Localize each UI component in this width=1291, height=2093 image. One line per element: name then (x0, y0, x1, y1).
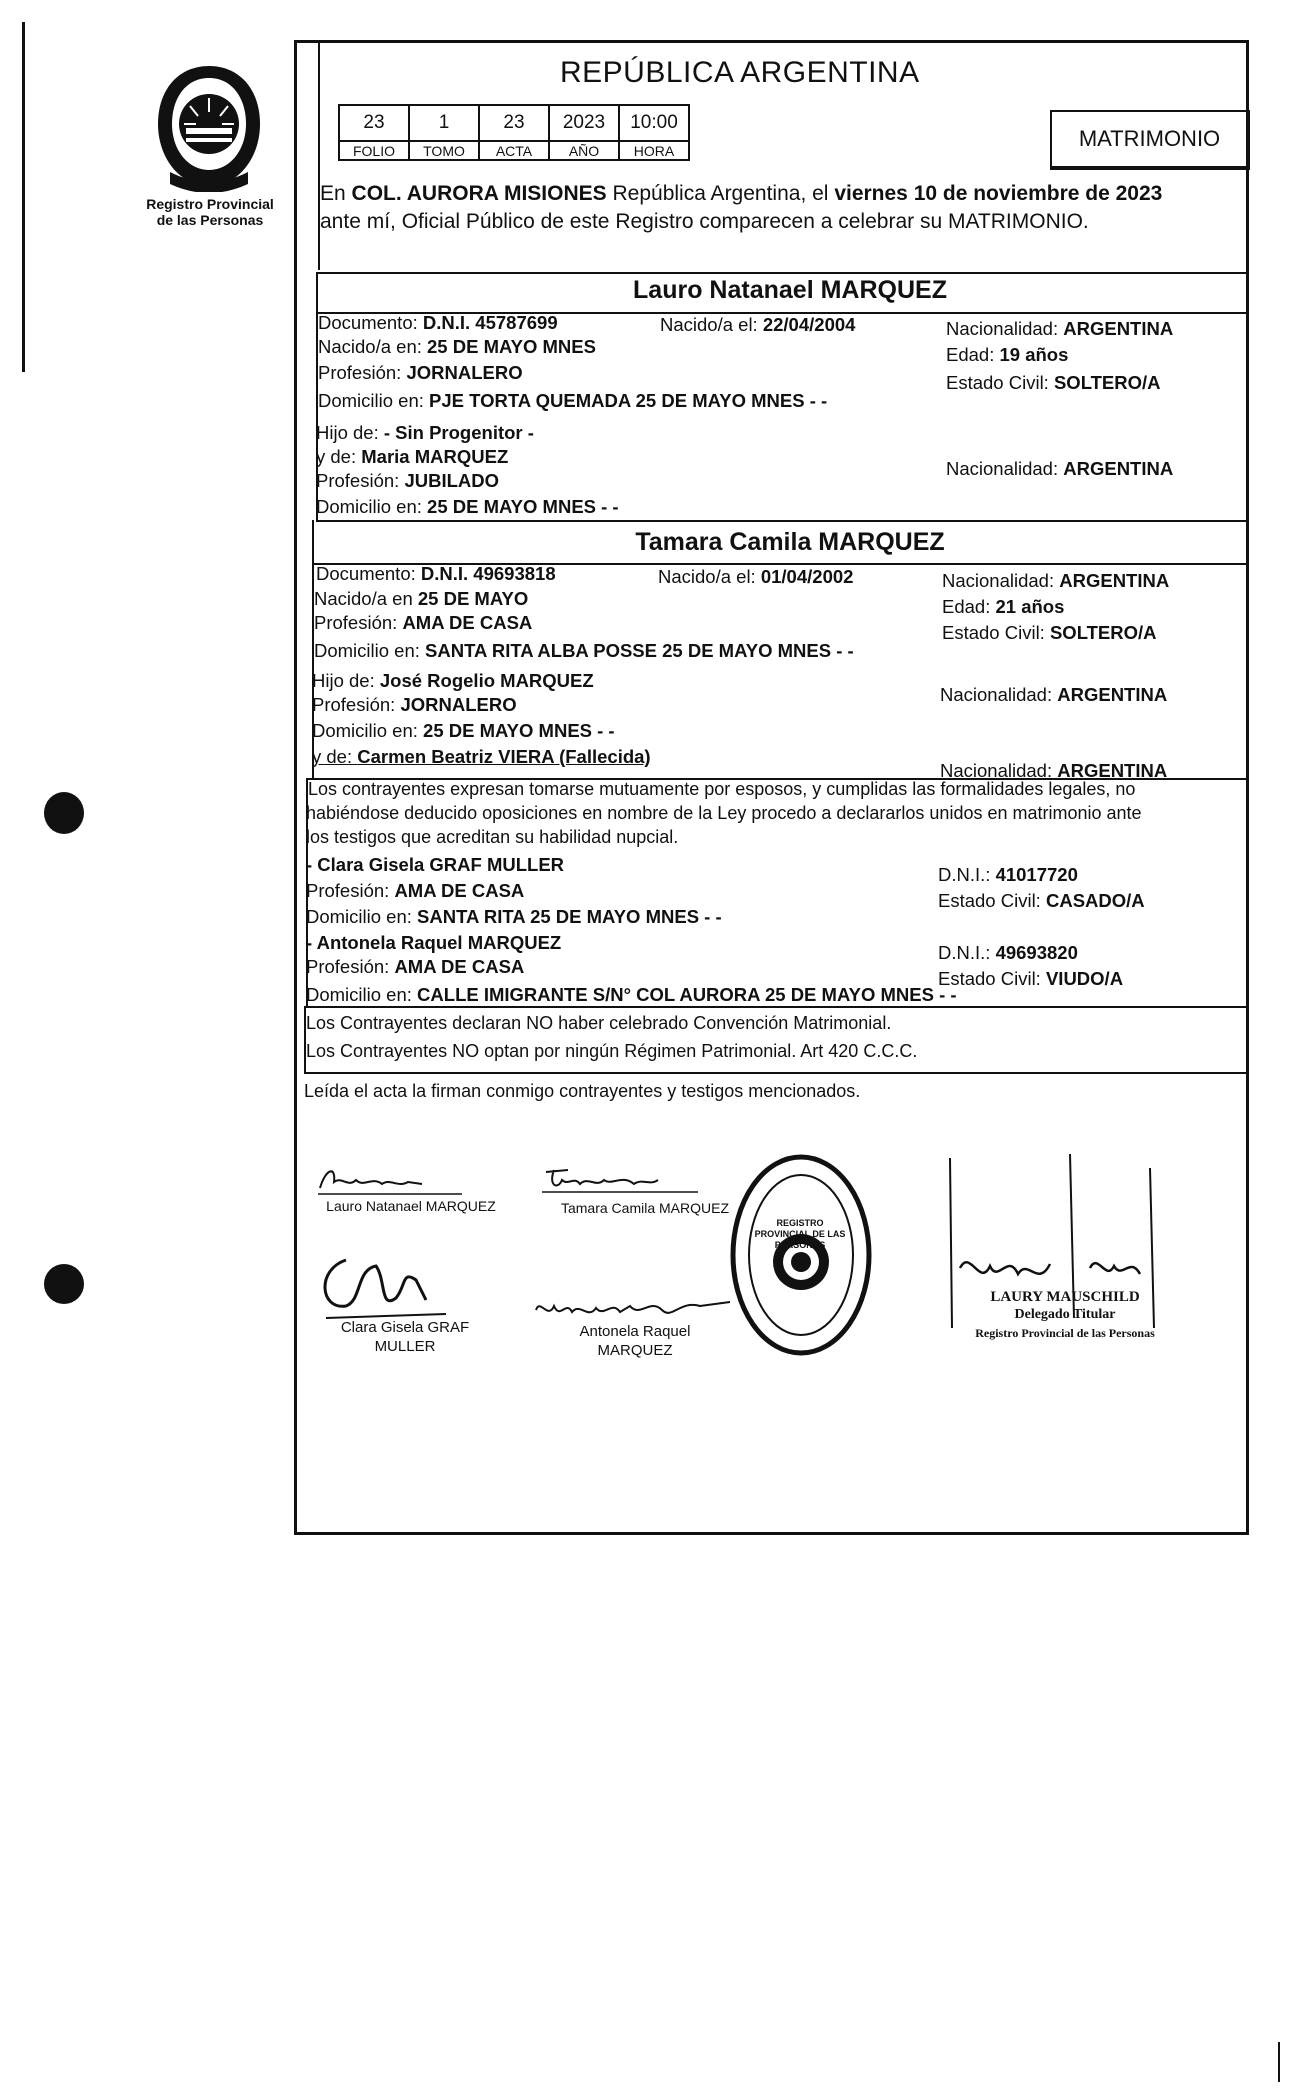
registry-caption-line2: de las Personas (156, 212, 264, 228)
groom-parent2-nat-label: Nacionalidad: (946, 458, 1064, 479)
witness2-name (306, 932, 561, 954)
bride-civil-label: Estado Civil: (942, 622, 1050, 643)
bride-signature-label: Tamara Camila MARQUEZ (560, 1200, 730, 1216)
witness1-sig-line2: MULLER (374, 1338, 436, 1355)
bride-parent1-nat-label: Nacionalidad: (940, 684, 1058, 705)
acta-value: 23 (479, 105, 549, 141)
registry-caption (120, 196, 300, 228)
bride-nat-value: ARGENTINA (1059, 570, 1170, 591)
bride-parent1-address (312, 720, 615, 742)
bride-addr-value: SANTA RITA ALBA POSSE 25 DE MAYO MNES - - (425, 640, 854, 661)
witness1-signature-icon (306, 1240, 456, 1328)
hora-label: HORA (619, 141, 689, 160)
groom-birthplace-value: 25 DE MAYO MNES (427, 336, 596, 357)
groom-parent2-prof-label: Profesión: (316, 470, 405, 491)
groom-parent2-address (316, 496, 619, 518)
groom-civil-label: Estado Civil: (946, 372, 1054, 393)
witness2-dni-label: D.N.I.: (938, 942, 996, 963)
groom-prof-value: JORNALERO (406, 362, 523, 383)
witness2-civil-value: VIUDO/A (1045, 968, 1124, 989)
groom-age (946, 344, 1068, 366)
witness1-dni (938, 864, 1078, 886)
stamp-text: REGISTRO PROVINCIAL DE LAS PERSONAS (754, 1218, 846, 1250)
groom-document (318, 312, 558, 334)
groom-signature-label: Lauro Natanael MARQUEZ (326, 1198, 496, 1214)
witness2-prof-value: AMA DE CASA (394, 956, 525, 977)
intro-paragraph (320, 180, 1250, 236)
registry-stamp-icon (726, 1150, 876, 1360)
bride-doc-label: Documento: (316, 563, 421, 584)
groom-birthplace-label: Nacido/a en: (318, 336, 428, 357)
groom-parent1-label: Hijo de: (316, 422, 384, 443)
bride-profession (314, 612, 532, 634)
bride-civil-value: SOLTERO/A (1049, 622, 1157, 643)
witness1-prof-value: AMA DE CASA (394, 880, 525, 901)
country-title: REPÚBLICA ARGENTINA (560, 56, 920, 89)
divider (316, 272, 1249, 274)
groom-parent2-profession (316, 470, 499, 492)
declaration-line2: habiéndose deducido oposiciones en nombre de la Ley procedo a declararlos unidos en matrimonio ante (306, 803, 1142, 823)
groom-profession (318, 362, 523, 384)
bride-born-value: 01/04/2002 (760, 566, 854, 587)
bride-civil-status (942, 622, 1157, 644)
convention-text: Los Contrayentes declaran NO haber celebrado Convención Matrimonial. (306, 1013, 892, 1033)
provincial-seal-icon (150, 62, 268, 192)
groom-nat-value: ARGENTINA (1063, 318, 1174, 339)
hora-value: 10:00 (619, 105, 689, 141)
official-role: Delegado Titular (1014, 1307, 1116, 1322)
groom-birthplace (318, 336, 596, 358)
groom-parent1-value: - Sin Progenitor - (383, 422, 534, 443)
witness1-address (306, 906, 722, 928)
bride-parent1-nat-value: ARGENTINA (1057, 684, 1168, 705)
bride-parent1-profession (312, 694, 517, 716)
bride-parent1-addr-label: Domicilio en: (312, 720, 424, 741)
bride-parent1-prof-label: Profesión: (312, 694, 401, 715)
groom-parent2-nat-value: ARGENTINA (1063, 458, 1174, 479)
bride-age (942, 596, 1064, 618)
bride-prof-value: AMA DE CASA (402, 612, 533, 633)
regime-text: Los Contrayentes NO optan por ningún Régimen Patrimonial. Art 420 C.C.C. (306, 1041, 918, 1061)
intro-p1: En (320, 182, 352, 205)
bride-birthplace-label: Nacido/a en (314, 588, 418, 609)
bride-parent2 (312, 746, 651, 768)
witness1-signature-label (320, 1318, 490, 1356)
groom-signature-icon (312, 1158, 512, 1202)
groom-age-value: 19 años (999, 344, 1069, 365)
bride-document (316, 563, 556, 585)
folio-label: FOLIO (339, 141, 409, 160)
witness2-addr-label: Domicilio en: (306, 984, 418, 1005)
groom-addr-value: PJE TORTA QUEMADA 25 DE MAYO MNES - - (429, 390, 828, 411)
groom-parent2-label: y de: (316, 446, 362, 467)
official-registry: Registro Provincial de las Personas (975, 1326, 1155, 1340)
witness2-address (306, 984, 957, 1006)
witness2-profession (306, 956, 524, 978)
bride-parent2-value: Carmen Beatriz VIERA (Fallecida) (357, 746, 651, 767)
binder-hole (44, 792, 84, 834)
witness1-civil-label: Estado Civil: (938, 890, 1046, 911)
witness1-profession (306, 880, 524, 902)
official-block (950, 1288, 1180, 1342)
bride-birthdate (658, 566, 853, 588)
groom-parent2 (316, 446, 508, 468)
groom-age-label: Edad: (946, 344, 1000, 365)
bride-parent2-nat-value: ARGENTINA (1057, 760, 1168, 781)
divider (304, 1072, 1249, 1074)
witness1-addr-value: SANTA RITA 25 DE MAYO MNES - - (417, 906, 722, 927)
witness1-civil-status (938, 890, 1145, 912)
witness1-civil-value: CASADO/A (1045, 890, 1145, 911)
witness2-dni (938, 942, 1078, 964)
bride-birthplace (314, 588, 528, 610)
tomo-label: TOMO (409, 141, 479, 160)
record-type-box: MATRIMONIO (1050, 110, 1250, 170)
groom-parent1 (316, 422, 534, 444)
bride-doc-value: D.N.I. 49693818 (420, 563, 556, 584)
groom-addr-label: Domicilio en: (318, 390, 430, 411)
divider (316, 520, 1249, 522)
bride-signature-icon (538, 1156, 738, 1200)
witness2-prof-label: Profesión: (306, 956, 395, 977)
groom-civil-value: SOLTERO/A (1053, 372, 1161, 393)
groom-doc-label: Documento: (318, 312, 423, 333)
bride-parent2-nat-label: Nacionalidad: (940, 760, 1058, 781)
official-name: LAURY MAUSCHILD (990, 1289, 1140, 1305)
bride-born-label: Nacido/a el: (658, 566, 761, 587)
witness2-civil-label: Estado Civil: (938, 968, 1046, 989)
folio-value: 23 (339, 105, 409, 141)
groom-nationality (946, 318, 1173, 340)
groom-birthdate (660, 314, 855, 336)
groom-civil-status (946, 372, 1161, 394)
groom-nat-label: Nacionalidad: (946, 318, 1064, 339)
witness2-dni-value: 49693820 (995, 942, 1078, 963)
divider (306, 1006, 1249, 1008)
groom-born-label: Nacido/a el: (660, 314, 763, 335)
witness1-sig-line1: Clara Gisela GRAF (340, 1319, 470, 1336)
witness2-signature-icon (530, 1290, 740, 1326)
intro-p2: República Argentina, el (606, 182, 835, 205)
binder-hole (44, 1264, 84, 1304)
anio-label: AÑO (549, 141, 619, 160)
groom-parent2-value: Maria MARQUEZ (361, 446, 509, 467)
declaration-line3: los testigos que acreditan su habilidad nupcial. (306, 827, 679, 847)
witness2-sig-line2: MARQUEZ (597, 1342, 673, 1359)
intro-date: viernes 10 de noviembre de 2023 (834, 182, 1163, 205)
witness2-signature-label (560, 1322, 710, 1360)
groom-parent2-nationality (946, 458, 1173, 480)
declaration-line1: Los contrayentes expresan tomarse mutuamente por esposos, y cumplidas las formalidades legales, no (308, 779, 1136, 799)
scan-edge-line (1278, 2042, 1280, 2082)
witness2-name-value: - Antonela Raquel MARQUEZ (306, 932, 562, 953)
bride-prof-label: Profesión: (314, 612, 403, 633)
groom-doc-value: D.N.I. 45787699 (422, 312, 558, 333)
bride-parent1-value: José Rogelio MARQUEZ (379, 670, 594, 691)
bride-name: Tamara Camila MARQUEZ (635, 528, 945, 556)
bride-parent1-prof-value: JORNALERO (400, 694, 517, 715)
witness1-dni-label: D.N.I.: (938, 864, 996, 885)
bride-nat-label: Nacionalidad: (942, 570, 1060, 591)
anio-value: 2023 (549, 105, 619, 141)
bride-address (314, 640, 854, 662)
groom-address (318, 390, 827, 412)
witness1-dni-value: 41017720 (995, 864, 1078, 885)
bride-parent1-nationality (940, 684, 1167, 706)
bride-parent1-addr-value: 25 DE MAYO MNES - - (423, 720, 615, 741)
bride-nationality (942, 570, 1169, 592)
groom-born-value: 22/04/2004 (762, 314, 856, 335)
witness2-civil-status (938, 968, 1123, 990)
acta-label: ACTA (479, 141, 549, 160)
bride-parent1 (312, 670, 594, 692)
reading-text: Leída el acta la firman conmigo contrayentes y testigos mencionados. (304, 1081, 861, 1101)
bride-addr-label: Domicilio en: (314, 640, 426, 661)
groom-prof-label: Profesión: (318, 362, 407, 383)
witness1-name (306, 854, 564, 876)
bride-birthplace-value: 25 DE MAYO (417, 588, 529, 609)
bride-parent1-label: Hijo de: (312, 670, 380, 691)
groom-name: Lauro Natanael MARQUEZ (633, 276, 947, 304)
tomo-value: 1 (409, 105, 479, 141)
groom-parent2-addr-value: 25 DE MAYO MNES - - (427, 496, 619, 517)
witness1-prof-label: Profesión: (306, 880, 395, 901)
bride-age-value: 21 años (995, 596, 1065, 617)
bride-age-label: Edad: (942, 596, 996, 617)
bride-parent2-label: y de: (312, 746, 358, 767)
witness1-name-value: - Clara Gisela GRAF MULLER (306, 854, 565, 875)
groom-parent2-addr-label: Domicilio en: (316, 496, 428, 517)
witness2-addr-value: CALLE IMIGRANTE S/N° COL AURORA 25 DE MAYO MNES - - (417, 984, 957, 1005)
witness1-addr-label: Domicilio en: (306, 906, 418, 927)
intro-line2: ante mí, Oficial Público de este Registro comparecen a celebrar su MATRIMONIO. (320, 210, 1089, 233)
groom-parent2-prof-value: JUBILADO (404, 470, 499, 491)
intro-place: COL. AURORA MISIONES (351, 182, 607, 205)
witness2-sig-line1: Antonela Raquel (579, 1323, 691, 1340)
scan-edge-line (22, 22, 25, 372)
record-number-table (338, 104, 690, 161)
registry-caption-line1: Registro Provincial (146, 196, 274, 212)
